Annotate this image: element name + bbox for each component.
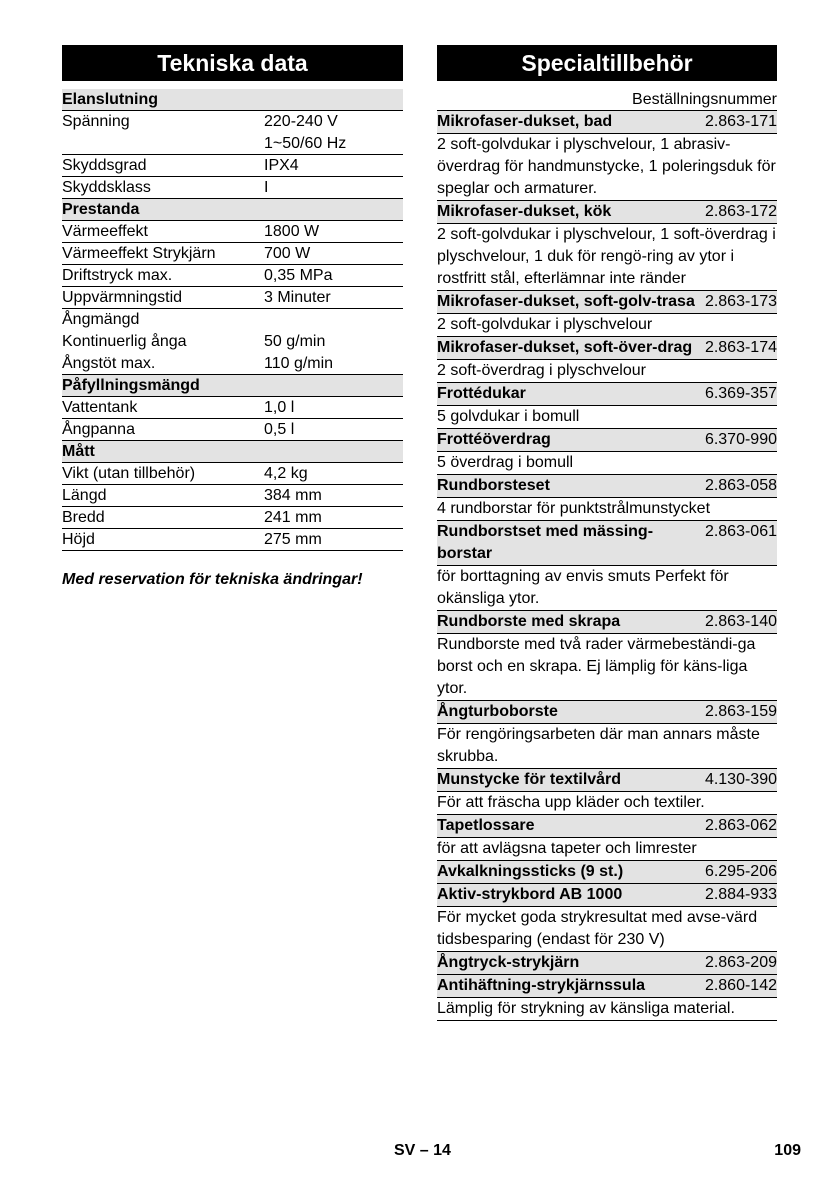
accessory-title-row	[437, 475, 777, 498]
accessory-description: 2 soft-golvdukar i plyschvelour	[437, 314, 777, 337]
accessory-name: Aktiv-strykbord AB 1000	[437, 886, 623, 903]
accessory-order-number: 2.863-058	[704, 477, 777, 494]
spec-value: 0,5 l	[264, 421, 295, 438]
accessory-order-number: 2.863-140	[704, 613, 777, 630]
order-number-label: Beställningsnummer	[437, 89, 777, 111]
spec-label: Höjd	[62, 531, 95, 548]
accessory-name: Frottéöverdrag	[437, 431, 551, 448]
spec-row	[62, 177, 403, 199]
spec-value: I	[264, 179, 269, 196]
spec-label: Bredd	[62, 509, 105, 526]
accessory-order-number: 4.130-390	[704, 771, 777, 788]
accessory-title-row	[437, 884, 777, 907]
spec-row	[62, 155, 403, 177]
section-header	[62, 441, 403, 463]
spec-label: Kontinuerlig ånga	[62, 333, 187, 350]
accessory-order-number: 6.369-357	[704, 385, 777, 402]
accessory-order-number: 6.295-206	[704, 863, 777, 880]
accessory-title-row	[437, 383, 777, 406]
section-header	[62, 375, 403, 397]
spec-label: Vikt (utan tillbehör)	[62, 465, 196, 482]
accessory-name: Mikrofaser-dukset, bad	[437, 113, 613, 130]
spec-value: 220-240 V	[264, 113, 338, 130]
spec-value: 384 mm	[264, 487, 322, 504]
spec-row	[62, 133, 403, 155]
section-header	[62, 89, 403, 111]
section-header	[62, 199, 403, 221]
spec-value: IPX4	[264, 157, 299, 174]
accessory-title-row	[437, 337, 777, 360]
spec-row	[62, 221, 403, 243]
accessory-description: 5 överdrag i bomull	[437, 452, 777, 475]
spec-row	[62, 507, 403, 529]
spec-value: 50 g/min	[264, 333, 326, 350]
accessory-description: För rengöringsarbeten där man annars måste skrubba.	[437, 724, 777, 769]
accessory-order-number: 2.863-172	[704, 203, 777, 220]
accessory-title-row	[437, 611, 777, 634]
spec-row	[62, 485, 403, 507]
section-title: Påfyllningsmängd	[62, 377, 200, 394]
accessory-name: Frottédukar	[437, 385, 526, 402]
technical-data-heading: Tekniska data	[62, 45, 403, 81]
spec-value: 700 W	[264, 245, 311, 262]
spec-row	[62, 287, 403, 309]
accessory-order-number: 2.863-062	[704, 817, 777, 834]
spec-value: 3 Minuter	[264, 289, 331, 306]
spec-label: Driftstryck max.	[62, 267, 173, 284]
technical-data-table	[62, 89, 403, 551]
accessory-name: Rundborstset med mässing-borstar	[437, 523, 654, 562]
accessory-description: 5 golvdukar i bomull	[437, 406, 777, 429]
accessory-title-row	[437, 952, 777, 975]
spec-value: 1800 W	[264, 223, 320, 240]
accessory-title-row	[437, 429, 777, 452]
accessory-name: Mikrofaser-dukset, soft-över-drag	[437, 339, 693, 356]
spec-row	[62, 419, 403, 441]
accessory-description: 2 soft-golvdukar i plyschvelour, 1 abrasiv-överdrag för handmunstycke, 1 poleringsduk för speglar och armaturer.	[437, 134, 777, 201]
section-title: Elanslutning	[62, 91, 158, 108]
accessory-title-row	[437, 201, 777, 224]
footer-section-label: SV – 14	[394, 1142, 451, 1159]
spec-row	[62, 529, 403, 551]
accessory-name: Ångturboborste	[437, 703, 558, 720]
accessory-name: Tapetlossare	[437, 817, 535, 834]
spec-label: Skyddsklass	[62, 179, 151, 196]
accessory-title-row	[437, 861, 777, 884]
spec-row	[62, 309, 403, 331]
accessory-description: För att fräscha upp kläder och textiler.	[437, 792, 777, 815]
accessories-list	[437, 111, 777, 1021]
spec-value: 1,0 l	[264, 399, 295, 416]
accessories-column	[437, 45, 777, 1021]
accessory-title-row	[437, 815, 777, 838]
spec-value: 275 mm	[264, 531, 322, 548]
accessory-description: 2 soft-golvdukar i plyschvelour, 1 soft-överdrag i plyschvelour, 1 duk för rengö-ring av ytor i rostfritt stål, efterlämnar inte ränder	[437, 224, 777, 291]
accessory-title-row	[437, 975, 777, 998]
accessory-order-number: 2.863-209	[704, 954, 777, 971]
accessory-description: För mycket goda strykresultat med avse-värd tidsbesparing (endast för 230 V)	[437, 907, 777, 952]
spec-label: Värmeeffekt Strykjärn	[62, 245, 216, 262]
accessory-order-number: 2.884-933	[704, 886, 777, 903]
spec-label: Ångmängd	[62, 311, 140, 328]
spec-value: 1~50/60 Hz	[264, 135, 347, 152]
accessory-title-row	[437, 291, 777, 314]
technical-data-column	[62, 45, 403, 591]
accessory-order-number: 2.863-159	[704, 703, 777, 720]
accessory-name: Rundborste med skrapa	[437, 613, 621, 630]
page-number: 109	[774, 1142, 801, 1159]
spec-row	[62, 353, 403, 375]
accessory-title-row	[437, 111, 777, 134]
accessory-description: för borttagning av envis smuts Perfekt för okänsliga ytor.	[437, 566, 777, 611]
accessory-description: Lämplig för strykning av känsliga material.	[437, 998, 777, 1021]
spec-value: 110 g/min	[264, 355, 334, 372]
spec-label: Vattentank	[62, 399, 138, 416]
accessory-name: Mikrofaser-dukset, soft-golv-trasa	[437, 293, 695, 310]
section-title: Prestanda	[62, 201, 140, 218]
spec-label: Skyddsgrad	[62, 157, 147, 174]
spec-value: 241 mm	[264, 509, 322, 526]
spec-label: Ångstöt max.	[62, 355, 156, 372]
spec-value: 4,2 kg	[264, 465, 308, 482]
accessory-description: för att avlägsna tapeter och limrester	[437, 838, 777, 861]
spec-value: 0,35 MPa	[264, 267, 333, 284]
spec-row	[62, 463, 403, 485]
spec-label: Uppvärmningstid	[62, 289, 183, 306]
spec-label: Spänning	[62, 113, 130, 130]
accessory-title-row	[437, 521, 777, 566]
accessory-order-number: 2.863-061	[704, 523, 777, 540]
spec-label: Längd	[62, 487, 107, 504]
accessory-description: Rundborste med två rader värmebeständi-ga borst och en skrapa. Ej lämplig för käns-liga ytor.	[437, 634, 777, 701]
section-title: Mått	[62, 443, 95, 460]
accessory-description: 2 soft-överdrag i plyschvelour	[437, 360, 777, 383]
reservation-note: Med reservation för tekniska ändringar!	[62, 571, 363, 588]
accessory-name: Rundborsteset	[437, 477, 550, 494]
spec-label: Värmeeffekt	[62, 223, 148, 240]
accessory-name: Antihäftning-strykjärnssula	[437, 977, 646, 994]
accessory-order-number: 2.863-171	[704, 113, 777, 130]
spec-row	[62, 397, 403, 419]
spec-row	[62, 111, 403, 133]
accessory-name: Avkalkningssticks (9 st.)	[437, 863, 624, 880]
accessory-name: Mikrofaser-dukset, kök	[437, 203, 612, 220]
accessories-heading: Specialtillbehör	[437, 45, 777, 81]
accessory-title-row	[437, 701, 777, 724]
spec-label: Ångpanna	[62, 421, 135, 438]
accessory-order-number: 6.370-990	[704, 431, 777, 448]
spec-row	[62, 331, 403, 353]
accessory-order-number: 2.860-142	[704, 977, 777, 994]
accessory-order-number: 2.863-173	[704, 293, 777, 310]
accessory-title-row	[437, 769, 777, 792]
spec-row	[62, 243, 403, 265]
accessory-name: Munstycke för textilvård	[437, 771, 622, 788]
accessory-description: 4 rundborstar för punktstrålmunstycket	[437, 498, 777, 521]
accessory-name: Ångtryck-strykjärn	[437, 954, 580, 971]
spec-row	[62, 265, 403, 287]
accessory-order-number: 2.863-174	[704, 339, 777, 356]
